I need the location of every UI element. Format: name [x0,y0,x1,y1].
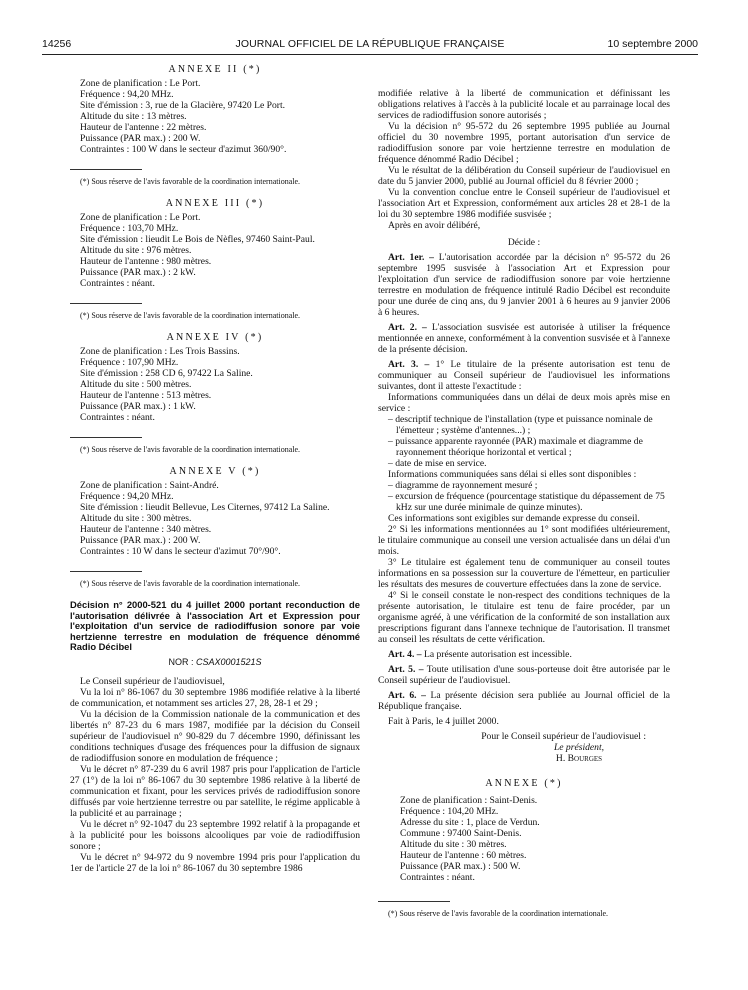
footnote: (*) Sous réserve de l'avis favorable de la coordination internationale. [80,177,301,186]
footnote: (*) Sous réserve de l'avis favorable de la coordination internationale. [80,311,301,320]
annex-line: Contraintes : 10 W dans le secteur d'azimut 70°/90°. [80,546,281,557]
annex-line: Altitude du site : 976 mètres. [80,245,192,256]
article-label: Art. 6. – [388,690,426,701]
annex-line: Puissance (PAR max.) : 200 W. [80,535,201,546]
annex-4 [70,332,360,455]
annex-line: Puissance (PAR max.) : 500 W. [400,861,521,872]
paragraph: modifiée relative à la liberté de communication et définissant les obligations relatives à l'accès à la publicité locale et au parrainage local des services de radiodiffusion sonore autorisés ; [378,88,670,121]
nor-reference [70,657,360,668]
annex-title: ANNEXE IV (*) [166,332,264,343]
paragraph: Vu la décision de la Commission nationale de la communication et des libertés n° 87-23 du 6 mars 1987, modifiée par la décision du Conseil supérieur de l'audiovisuel n° 90-829 du 7 décembre 1990, définissant les conditions techniques d'usage des fréquences pour la diffusion de signaux de radiodiffusion sonore en modulation de fréquence ; [70,708,360,764]
journal-title: JOURNAL OFFICIEL DE LA RÉPUBLIQUE FRANÇAISE [235,38,505,50]
paragraph: Vu le résultat de la délibération du Conseil supérieur de l'audiovisuel en date du 5 janvier 2000, publié au Journal officiel du 8 février 2000 ; [378,165,670,187]
article-1 [378,252,670,318]
annex-2 [70,64,360,187]
annex-line: Puissance (PAR max.) : 1 kW. [80,401,196,412]
annex-line: Zone de planification : Le Port. [80,212,201,223]
annex-line: Fréquence : 94,20 MHz. [80,491,174,502]
nor-label: NOR : [168,656,194,667]
decision-title: Décision n° 2000-521 du 4 juillet 2000 portant reconduction de l'autorisation délivrée à l'association Art et Expression pour l'exploitation d'un service de radiodiffusion sonore par voie hertzienne terrestre en modulation de fréquence dénommé Radio Décibel [70,599,360,652]
annex-line: Hauteur de l'antenne : 22 mètres. [80,122,207,133]
annex-line: Puissance (PAR max.) : 2 kW. [80,267,196,278]
list-item: – excursion de fréquence (pourcentage statistique du dépassement de 75 kHz sur une durée minimale de quinze minutes). [388,491,665,513]
left-column [70,64,360,874]
paragraph: Vu la décision n° 95-572 du 26 septembre 1995 publiée au Journal officiel du 30 novembre 1995, portant autorisation d'un service de radiodiffusion sonore par voie hertzienne terrestre en modulation de fréquence dénommé Radio Décibel ; [378,121,670,165]
annex-line: Zone de planification : Saint-Denis. [400,795,538,806]
signature-name: H. Bourges [555,753,603,764]
article-2 [378,322,670,355]
article-label: Art. 5. – [388,664,424,675]
annex-title: ANNEXE II (*) [168,64,262,75]
list-item: – puissance apparente rayonnée (PAR) maximale et diagramme de rayonnement théorique horizontal et vertical ; [388,436,643,458]
annex-title: ANNEXE (*) [485,778,563,789]
article-label: Art. 4. – [388,649,422,660]
annex-line: Commune : 97400 Saint-Denis. [400,828,522,839]
annex-line: Puissance (PAR max.) : 200 W. [80,133,201,144]
page-number: 14256 [42,38,72,50]
footnote: (*) Sous réserve de l'avis favorable de la coordination internationale. [388,909,609,918]
annex-line: Hauteur de l'antenne : 980 mètres. [80,256,212,267]
article-label: Art. 3. – [388,359,430,370]
list-item: – descriptif technique de l'installation (type et puissance nominale de l'émetteur ; système d'antennes...) ; [388,414,653,436]
annex-5 [70,466,360,589]
issue-date: 10 septembre 2000 [607,38,698,50]
paragraph: Ces informations sont exigibles sur demande expresse du conseil. [388,513,640,524]
paragraph: Vu le décret n° 87-239 du 6 avril 1987 pris pour l'application de l'article 27 (1°) de la loi n° 86-1067 du 30 septembre 1986 relative à la liberté de communication et fixant, pour les services privés de radiodiffusion sonore diffusés par voie hertzienne terrestre ou par satellite, le régime applicable à la publicité et au parrainage ; [70,763,360,819]
paragraph: Le Conseil supérieur de l'audiovisuel, [80,675,225,687]
annex-line: Site d'émission : 258 CD 6, 97422 La Saline. [80,368,253,379]
annex-line: Altitude du site : 30 mètres. [400,839,507,850]
article-text: La présente décision sera publiée au Journal officiel de la République française. [378,690,670,712]
paragraph: Informations communiquées dans un délai de deux mois après mise en service : [378,392,670,414]
annex-line: Altitude du site : 13 mètres. [80,111,187,122]
annex-line: Site d'émission : 3, rue de la Glacière, 97420 Le Port. [80,100,286,111]
annex-line: Fréquence : 103,70 MHz. [80,223,179,234]
paragraph: 4° Si le conseil constate le non-respect des conditions techniques de la présente autorisation, le titulaire est tenu de faire procéder, par un organisme agréé, à une vérification de la conformité de son installation aux prescriptions figurant dans l'annexe technique de l'autorisation. Il transmet au conseil les résultats de cette vérification. [378,590,670,645]
annex-title: ANNEXE III (*) [165,198,265,209]
annex-line: Zone de planification : Le Port. [80,78,201,89]
paragraph: 3° Le titulaire est également tenu de communiquer au conseil toutes informations en sa possession sur la couverture de l'émetteur, en particulier les résultats des mesures de couverture effectuées dans la zone de service. [378,557,670,590]
list-item: – date de mise en service. [388,458,487,469]
page-header [42,36,698,55]
article-6 [378,690,670,712]
footnote: (*) Sous réserve de l'avis favorable de la coordination internationale. [80,445,301,454]
annex-line: Zone de planification : Saint-André. [80,480,219,491]
article-3 [378,359,670,392]
annex-line: Hauteur de l'antenne : 340 mètres. [80,524,212,535]
place-date: Fait à Paris, le 4 juillet 2000. [388,716,499,727]
footnote-rule [70,571,142,572]
article-text: L'autorisation accordée par la décision n° 95-572 du 26 septembre 1995 susvisée à l'association Art et Expression pour l'exploitation d'un service de radiodiffusion sonore par voie hertzienne terrestre en modulation de fréquence intitulé Radio Décibel est reconduite pour une durée de cinq ans, du 9 janvier 2001 à 6 heures au 9 janvier 2006 à 6 heures. [378,252,670,318]
decide-heading: Décide : [507,237,541,248]
paragraph: Vu le décret n° 92-1047 du 23 septembre 1992 relatif à la propagande et à la publicité pour les boissons alcooliques par voie de radiodiffusion sonore ; [70,818,360,852]
annex-line: Hauteur de l'antenne : 60 mètres. [400,850,527,861]
paragraph: 2° Si les informations mentionnées au 1° sont modifiées ultérieurement, le titulaire communique au conseil une version actualisée dans un délai d'un mois. [378,524,670,557]
annex-line: Zone de planification : Les Trois Bassins. [80,346,240,357]
paragraph: Vu le décret n° 94-972 du 9 novembre 1994 pris pour l'application du 1er de l'article 27 de la loi n° 86-1067 du 30 septembre 1986 [70,851,360,874]
footnote: (*) Sous réserve de l'avis favorable de la coordination internationale. [80,579,301,588]
annex-line: Fréquence : 104,20 MHz. [400,806,499,817]
footnote-rule [70,437,142,438]
footnote-rule [70,169,142,170]
paragraph: Informations communiquées sans délai si elles sont disponibles : [388,469,637,480]
annex-line: Contraintes : néant. [400,872,475,883]
article-4 [378,649,670,660]
signature-authority: Pour le Conseil supérieur de l'audiovisuel : [481,731,646,742]
footnote-rule [70,303,142,304]
annex-line: Site d'émission : lieudit Le Bois de Nèfles, 97460 Saint-Paul. [80,234,315,245]
nor-code: CSAX0001521S [195,656,262,667]
annex-line: Contraintes : 100 W dans le secteur d'azimut 360/90°. [80,144,287,155]
right-column [378,88,670,930]
annex-3 [70,198,360,321]
article-text: L'association susvisée est autorisée à utiliser la fréquence mentionnée en annexe, conformément à la convention susvisée et à l'annexe de la présente décision. [378,322,670,355]
paragraph: Après en avoir délibéré, [388,220,481,231]
annex-line: Contraintes : néant. [80,412,155,423]
annex-line: Hauteur de l'antenne : 513 mètres. [80,390,212,401]
article-label: Art. 1er. – [388,252,434,263]
footnote-rule [378,901,450,902]
annex-line: Adresse du site : 1, place de Verdun. [400,817,540,828]
article-label: Art. 2. – [388,322,427,333]
annex-line: Altitude du site : 300 mètres. [80,513,192,524]
signature-role: Le président, [553,742,605,753]
paragraph: Vu la convention conclue entre le Conseil supérieur de l'audiovisuel et l'association Art et Expression, conformément aux articles 28 et 28-1 de la loi du 30 septembre 1986 modifiée susvisée ; [378,187,670,220]
paragraph: Vu la loi n° 86-1067 du 30 septembre 1986 modifiée relative à la liberté de communication, et notamment ses articles 27, 28, 28-1 et 29 ; [70,686,360,709]
article-text: Toute utilisation d'une sous-porteuse doit être autorisée par le Conseil supérieur de l'audiovisuel. [378,664,670,686]
list-item: – diagramme de rayonnement mesuré ; [388,480,538,491]
annex-line: Altitude du site : 500 mètres. [80,379,192,390]
article-text: 1° Le titulaire de la présente autorisation est tenu de communiquer au Conseil supérieur de l'audiovisuel les informations suivantes, dont il atteste l'exactitude : [378,359,670,392]
article-5 [378,664,670,686]
annex-title: ANNEXE V (*) [169,466,261,477]
annex-line: Fréquence : 94,20 MHz. [80,89,174,100]
annex-line: Fréquence : 107,90 MHz. [80,357,179,368]
annex-line: Site d'émission : lieudit Bellevue, Les Citernes, 97412 La Saline. [80,502,330,513]
annex-line: Contraintes : néant. [80,278,155,289]
article-text: La présente autorisation est incessible. [423,649,572,660]
